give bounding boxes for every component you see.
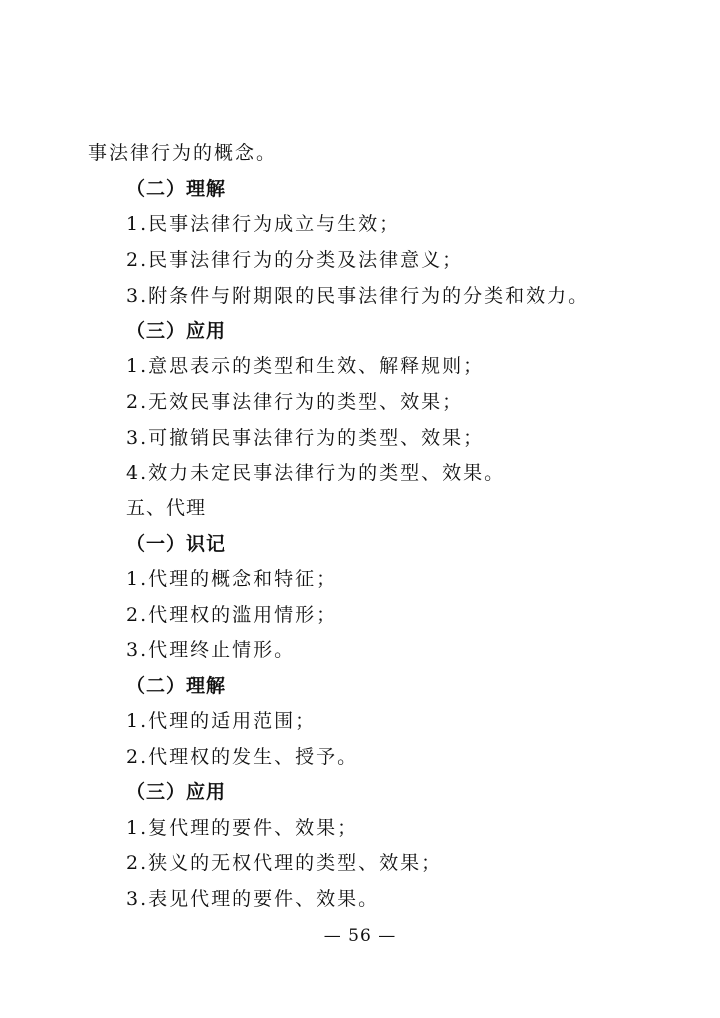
list-item: 1.代理的概念和特征； <box>126 568 338 590</box>
list-item: 4.效力未定民事法律行为的类型、效果。 <box>126 462 506 484</box>
subheading-understand: （二）理解 <box>126 178 227 200</box>
list-item: 3.表见代理的要件、效果。 <box>126 888 380 910</box>
list-item: 1.代理的适用范围； <box>126 710 317 732</box>
list-item: 1.意思表示的类型和生效、解释规则； <box>126 355 485 377</box>
page-number: — 56 — <box>323 926 397 946</box>
list-item: 1.复代理的要件、效果； <box>126 817 359 839</box>
list-item: 2.无效民事法律行为的类型、效果； <box>126 391 464 413</box>
list-item: 2.代理权的发生、授予。 <box>126 746 359 768</box>
list-item: 2.狭义的无权代理的类型、效果； <box>126 852 443 874</box>
subheading-understand: （二）理解 <box>126 675 227 697</box>
list-item: 2.代理权的滥用情形； <box>126 604 338 626</box>
list-item: 3.可撤销民事法律行为的类型、效果； <box>126 427 485 449</box>
list-item: 2.民事法律行为的分类及法律意义； <box>126 249 464 271</box>
subheading-apply: （三）应用 <box>126 781 227 803</box>
list-item: 3.附条件与附期限的民事法律行为的分类和效力。 <box>126 285 590 307</box>
list-item: 1.民事法律行为成立与生效； <box>126 213 401 235</box>
section-heading-agency: 五、代理 <box>126 497 207 519</box>
continuation-line: 事法律行为的概念。 <box>88 142 278 164</box>
subheading-memorize: （一）识记 <box>126 533 227 555</box>
list-item: 3.代理终止情形。 <box>126 639 296 661</box>
subheading-apply: （三）应用 <box>126 320 227 342</box>
